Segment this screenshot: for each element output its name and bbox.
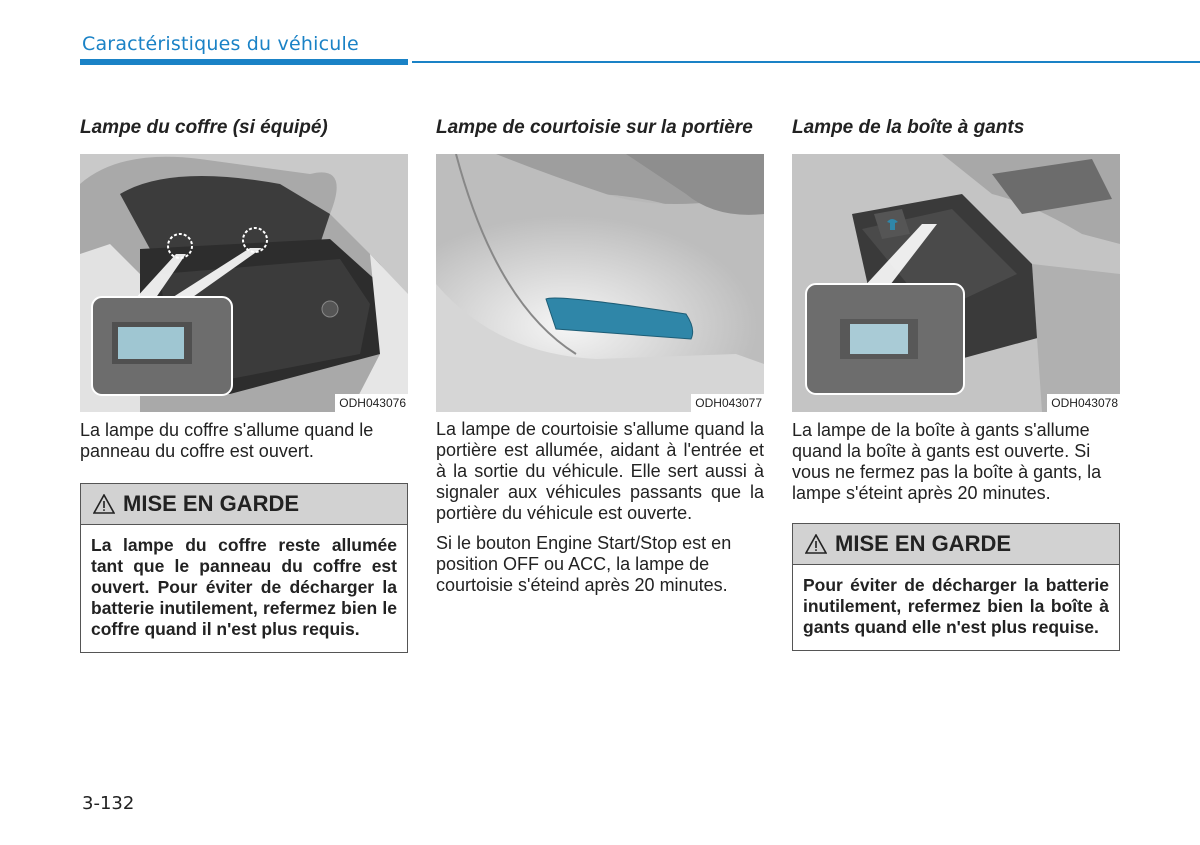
glove-box-warning-box [792, 523, 1120, 651]
glove-box-lamp-title: Lampe de la boîte à gants [792, 117, 1025, 138]
trunk-lamp-description: La lampe du coffre s'allume quand le panneau du coffre est ouvert. [80, 420, 374, 461]
warning-heading: MISE EN GARDE [123, 491, 300, 516]
header-rule-thick [80, 59, 408, 65]
door-lamp-title: Lampe de courtoisie sur la portière [436, 117, 753, 138]
glove-box-lamp-section [792, 117, 1120, 651]
warning-text: Pour éviter de décharger la batterie inutilement, refermez bien la boîte à gants quand elle n'est plus requise. [803, 575, 1109, 637]
door-illustration [436, 154, 764, 412]
warning-heading: MISE EN GARDE [835, 531, 1012, 556]
glove-box-illustration [792, 154, 1120, 412]
figure-code: ODH043077 [691, 394, 764, 412]
header-rule-thin [412, 61, 1200, 63]
figure-code: ODH043076 [335, 394, 408, 412]
warning-icon [93, 494, 115, 514]
page-number: 3-132 [82, 793, 135, 814]
trunk-lamp-section [80, 117, 408, 653]
section-header-title: Caractéristiques du véhicule [82, 33, 359, 55]
trunk-lamp-title: Lampe du coffre (si équipé) [80, 117, 328, 138]
warning-header [793, 524, 1119, 565]
warning-text: La lampe du coffre reste allumée tant que le panneau du coffre est ouvert. Pour éviter de décharger la batterie inutilement, refermez bien le coffre quand il n'est plus requis. [91, 535, 397, 639]
glove-box-lamp-figure [792, 154, 1120, 412]
trunk-lamp-figure [80, 154, 408, 412]
door-lamp-figure [436, 154, 764, 412]
door-courtesy-lamp-section [436, 117, 764, 596]
door-lamp-description: La lampe de courtoisie s'allume quand la portière est allumée, aidant à l'entrée et à la sortie du véhicule. Elle sert aussi à signaler aux véhicules passants que la portière du véhicule est ouverte. [436, 419, 764, 523]
figure-code: ODH043078 [1047, 394, 1120, 412]
warning-header [81, 484, 407, 525]
trunk-illustration [80, 154, 408, 412]
glove-box-lamp-description: La lampe de la boîte à gants s'allume quand la boîte à gants est ouverte. Si vous ne fermez pas la boîte à gants, la lampe s'éteint après 20 minutes. [792, 420, 1102, 503]
door-lamp-timeout-note: Si le bouton Engine Start/Stop est en position OFF ou ACC, la lampe de courtoisie s'éteind après 20 minutes. [436, 533, 732, 595]
warning-icon [805, 534, 827, 554]
trunk-warning-box [80, 483, 408, 653]
